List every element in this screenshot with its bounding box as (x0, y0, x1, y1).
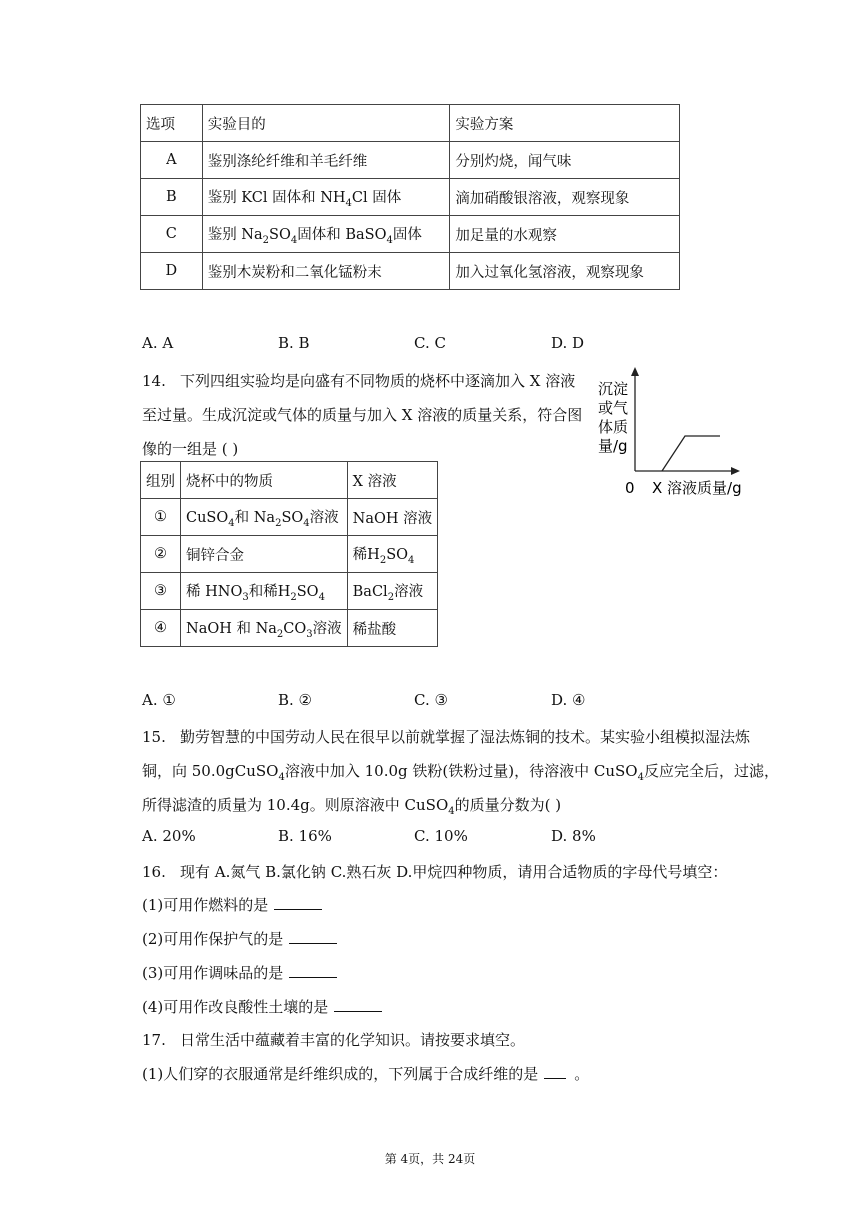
row-x: BaCl$_2$溶液 (347, 573, 437, 610)
table-row (141, 610, 438, 647)
table-row (141, 499, 438, 536)
header-x: X 溶液 (347, 462, 437, 499)
row-x: NaOH 溶液 (347, 499, 437, 536)
row-purpose: 鉴别 KCl 固体和 $NH_4Cl$ 固体 (202, 179, 450, 216)
q15-option-c[interactable]: C. 10% (414, 827, 468, 845)
row-group: ④ (141, 610, 181, 647)
row-option: D (141, 253, 203, 290)
row-group: ③ (141, 573, 181, 610)
answer-blank[interactable] (274, 895, 322, 910)
q14-option-a[interactable]: A. ① (142, 691, 176, 709)
row-x: 稀盐酸 (347, 610, 437, 647)
answer-blank[interactable] (334, 997, 382, 1012)
row-plan: 滴加硝酸银溶液，观察现象 (450, 179, 680, 216)
q16-line1: 16. 现有 A.氮气 B.氯化钠 C.熟石灰 D.甲烷四种物质，请用合适物质的字母代号填空： (142, 863, 728, 881)
header-group: 组别 (141, 462, 181, 499)
q17-line2: (1)人们穿的衣服通常是纤维织成的，下列属于合成纤维的是 。 (142, 1065, 590, 1083)
q14-line2: 至过量。生成沉淀或气体的质量与加入 X 溶液的质量关系，符合图 (142, 406, 583, 424)
q14-option-c[interactable]: C. ③ (414, 691, 448, 709)
graph-origin: 0 (625, 479, 635, 497)
q16-item-3: (3)可用作调味品的是 (142, 962, 337, 983)
q16-item-4: (4)可用作改良酸性土壤的是 (142, 996, 382, 1017)
graph-ylabel-1: 沉淀 (598, 380, 629, 398)
q13-option-b[interactable]: B. B (278, 334, 310, 352)
table-row (141, 253, 680, 290)
row-plan: 加入过氧化氢溶液，观察现象 (450, 253, 680, 290)
table-header-row (141, 462, 438, 499)
row-group: ② (141, 536, 181, 573)
header-option: 选项 (141, 105, 203, 142)
table-row (141, 142, 680, 179)
q13-option-c[interactable]: C. C (414, 334, 446, 352)
graph-curve (662, 436, 720, 471)
row-group: ① (141, 499, 181, 536)
header-beaker: 烧杯中的物质 (181, 462, 348, 499)
table-row (141, 216, 680, 253)
table-row (141, 536, 438, 573)
row-beaker: CuSO$_4$和 $Na_2SO_4$溶液 (181, 499, 348, 536)
graph-xlabel: X 溶液质量/g (652, 479, 742, 497)
row-purpose: 鉴别木炭粉和二氧化锰粉末 (202, 253, 450, 290)
table-header-row (141, 105, 680, 142)
header-plan: 实验方案 (450, 105, 680, 142)
q16-item-2: (2)可用作保护气的是 (142, 928, 337, 949)
q17-line1: 17. 日常生活中蕴藏着丰富的化学知识。请按要求填空。 (142, 1031, 526, 1049)
row-option: A (141, 142, 203, 179)
q15-option-d[interactable]: D. 8% (551, 827, 596, 845)
graph-ylabel-2: 或气 (598, 399, 629, 417)
row-beaker: 铜锌合金 (181, 536, 348, 573)
graph-ylabel-4: 量/g (598, 437, 628, 455)
q14-line3: 像的一组是 ( ) (142, 440, 239, 458)
row-beaker: NaOH 和 $Na_2CO_3$溶液 (181, 610, 348, 647)
y-axis-arrow (631, 367, 639, 376)
x-axis-arrow (731, 467, 740, 475)
q14-table (140, 461, 438, 647)
row-purpose: 鉴别 $Na_2SO_4$固体和 BaSO$_4$固体 (202, 216, 450, 253)
answer-blank[interactable] (289, 963, 337, 978)
row-x: 稀$H_2SO_4$ (347, 536, 437, 573)
row-option: B (141, 179, 203, 216)
q14-option-b[interactable]: B. ② (278, 691, 313, 709)
q15-line2: 铜，向 50.0gCuSO$_4$溶液中加入 10.0g 铁粉(铁粉过量)，待溶液中 CuSO$_4$反应完全后，过滤， (142, 762, 779, 783)
row-beaker: 稀 $HNO_3$和稀$H_2SO_4$ (181, 573, 348, 610)
answer-blank[interactable] (544, 1064, 566, 1079)
row-option: C (141, 216, 203, 253)
q14-option-d[interactable]: D. ④ (551, 691, 586, 709)
q15-line1: 15. 勤劳智慧的中国劳动人民在很早以前就掌握了湿法炼铜的技术。某实验小组模拟湿法炼 (142, 728, 751, 746)
q16-item-1: (1)可用作燃料的是 (142, 894, 322, 915)
header-purpose: 实验目的 (202, 105, 450, 142)
row-plan: 分别灼烧，闻气味 (450, 142, 680, 179)
table-row (141, 573, 438, 610)
graph-ylabel-3: 体质 (598, 418, 629, 436)
answer-blank[interactable] (289, 929, 337, 944)
row-plan: 加足量的水观察 (450, 216, 680, 253)
q15-option-b[interactable]: B. 16% (278, 827, 332, 845)
q13-option-a[interactable]: A. A (142, 334, 174, 352)
q13-table (140, 104, 680, 290)
q15-line3: 所得滤渣的质量为 10.4g。则原溶液中 CuSO$_4$的质量分数为( ) (142, 796, 562, 817)
q15-option-a[interactable]: A. 20% (142, 827, 196, 845)
q13-option-d[interactable]: D. D (551, 334, 585, 352)
page-footer: 第 4页，共 24页 (384, 1152, 476, 1166)
q14-line1: 14. 下列四组实验均是向盛有不同物质的烧杯中逐滴加入 X 溶液 (142, 372, 576, 390)
row-purpose: 鉴别涤纶纤维和羊毛纤维 (202, 142, 450, 179)
q14-graph (590, 365, 760, 500)
table-row (141, 179, 680, 216)
